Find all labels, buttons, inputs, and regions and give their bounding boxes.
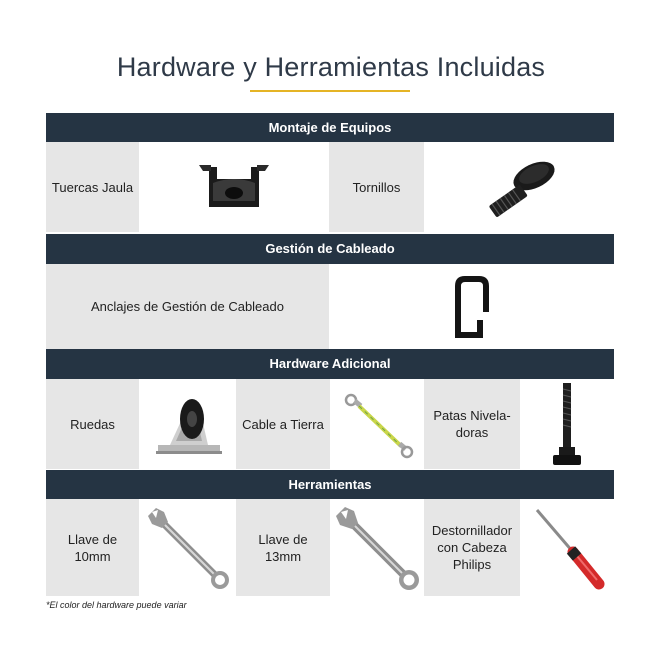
label-screws: Tornillos — [329, 142, 424, 232]
label-cable-anchors: Anclajes de Gestión de Cableado — [46, 264, 329, 349]
footnote: *El color del hardware puede variar — [46, 600, 187, 610]
cage-nut-icon — [139, 142, 329, 232]
label-wrench-13mm: Llave de 13mm — [236, 499, 330, 596]
label-leveling-feet: Patas Nivela-doras — [424, 379, 520, 469]
label-cage-nuts: Tuercas Jaula — [46, 142, 139, 232]
label-casters: Ruedas — [46, 379, 139, 469]
cable-hook-icon — [329, 264, 614, 349]
screw-icon — [424, 142, 614, 232]
page-title: Hardware y Herramientas Incluidas — [116, 52, 546, 82]
wrench-13mm-icon — [330, 499, 424, 596]
section-header-mounting: Montaje de Equipos — [46, 113, 614, 142]
label-wrench-10mm: Llave de 10mm — [46, 499, 139, 596]
ground-cable-icon — [330, 379, 424, 469]
label-ground-cable: Cable a Tierra — [236, 379, 330, 469]
wrench-10mm-icon — [139, 499, 236, 596]
section-header-additional: Hardware Adicional — [46, 349, 614, 379]
screwdriver-icon — [520, 499, 614, 596]
section-header-cabling: Gestión de Cableado — [46, 234, 614, 264]
label-screwdriver: Destornillador con Cabeza Philips — [424, 499, 520, 596]
title-underline — [250, 90, 410, 92]
leveling-foot-icon — [520, 379, 614, 469]
caster-icon — [139, 379, 236, 469]
section-header-tools: Herramientas — [46, 470, 614, 499]
